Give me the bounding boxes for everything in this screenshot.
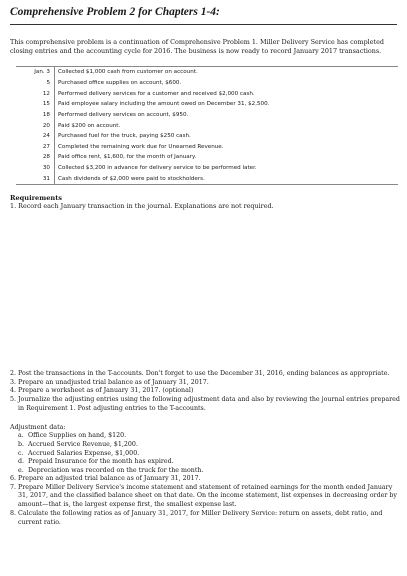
page-title: Comprehensive Problem 2 for Chapters 1-4:: [10, 6, 220, 18]
item-text: Prepare Miller Delivery Service's income statement and statement of retained earnings for the month ended January 31, 2017, and the classified balance sheet on that date. On the income statement, list expenses in decreasing order by amount—that is, the largest expense first, the smallest expense last.: [18, 483, 397, 509]
item-number: 6.: [10, 475, 17, 482]
transaction-description: Purchased fuel for the truck, paying $250 cash.: [58, 133, 191, 140]
table-row: [16, 173, 398, 184]
requirements-heading: Requirements: [10, 194, 62, 202]
adjustment-list: [18, 432, 203, 476]
transaction-date: 20: [42, 122, 50, 129]
table-row: [16, 152, 398, 163]
transaction-description: Cash dividends of $2,000 were paid to stockholders.: [58, 175, 205, 182]
transaction-date: 28: [42, 154, 50, 161]
requirements-2-5: [10, 370, 400, 414]
table-divider: [54, 67, 55, 184]
table-row: [16, 110, 398, 121]
adjustment-letter: c.: [18, 449, 24, 457]
transaction-description: Paid office rent, $1,600, for the month of January.: [58, 154, 197, 161]
table-row: [16, 163, 398, 174]
requirement-item: [10, 510, 400, 527]
title-divider: [10, 24, 397, 25]
adjustment-item: [18, 441, 203, 450]
item-number: 8.: [10, 509, 17, 517]
table-row: [16, 141, 398, 152]
adjustment-text: Depreciation was recorded on the truck for the month.: [28, 467, 204, 475]
transactions-table: [16, 66, 398, 185]
table-row: [16, 131, 398, 142]
item-text: Prepare a worksheet as of January 31, 2017. (optional): [18, 387, 194, 395]
transaction-date: 24: [42, 133, 50, 140]
item-number: 5.: [10, 396, 17, 404]
transaction-description: Performed delivery services on account, $950.: [58, 111, 189, 118]
table-row: [16, 67, 398, 78]
transaction-date: 27: [42, 143, 50, 150]
table-row: [16, 99, 398, 110]
adjustment-letter: a.: [18, 432, 24, 439]
transaction-description: Performed delivery services for a customer and received $2,000 cash.: [58, 90, 255, 97]
adjustment-item: [18, 450, 203, 459]
requirements-6-8: [10, 475, 400, 527]
adjustment-heading: Adjustment data:: [10, 423, 66, 431]
transaction-date: Jan. 3: [34, 69, 50, 76]
item-text: Post the transactions in the T-accounts. Don't forget to use the December 31, 2016, ending balances as appropriate.: [18, 370, 390, 377]
transaction-date: 12: [42, 90, 50, 97]
adjustment-text: Prepaid Insurance for the month has expired.: [28, 458, 174, 466]
table-row: [16, 78, 398, 89]
requirement-item: [10, 370, 400, 379]
adjustment-letter: e.: [18, 467, 24, 475]
transaction-description: Completed the remaining work due for Unearned Revenue.: [58, 143, 224, 150]
transaction-date: 5: [46, 79, 50, 86]
transaction-date: 30: [42, 165, 50, 172]
item-text: Prepare an unadjusted trial balance as of January 31, 2017.: [18, 378, 209, 386]
table-row: [16, 120, 398, 131]
item-text: Calculate the following ratios as of January 31, 2017, for Miller Delivery Service: return on assets, debt ratio, and current ratio.: [18, 509, 383, 526]
item-number: 3.: [10, 378, 17, 386]
adjustment-text: Accrued Salaries Expense, $1,000.: [28, 449, 140, 457]
transaction-date: 15: [42, 101, 50, 108]
requirement-1: 1. Record each January transaction in the journal. Explanations are not required.: [10, 202, 274, 210]
item-number: 7.: [10, 483, 17, 491]
requirement-item: [10, 396, 400, 413]
transaction-description: Paid employee salary including the amount owed on December 31, $2,500.: [58, 101, 270, 108]
item-number: 2.: [10, 370, 17, 377]
intro-paragraph: This comprehensive problem is a continuation of Comprehensive Problem 1. Miller Delivery Service has completed closing entries and the accounting cycle for 2016. The business is now ready to record January 2017 transactions.: [10, 38, 384, 55]
requirement-item: [10, 475, 400, 484]
transaction-description: Paid $200 on account.: [58, 122, 121, 129]
adjustment-text: Office Supplies on hand, $120.: [28, 432, 127, 439]
transaction-description: Collected $1,000 cash from customer on account.: [58, 69, 198, 76]
requirement-item: [10, 387, 400, 396]
transaction-description: Collected $3,200 in advance for delivery service to be performed later.: [58, 165, 257, 172]
requirement-item: [10, 484, 400, 510]
adjustment-letter: d.: [18, 458, 25, 466]
adjustment-text: Accrued Service Revenue, $1,200.: [28, 440, 138, 448]
transaction-date: 18: [42, 111, 50, 118]
transaction-date: 31: [42, 175, 50, 182]
requirement-item: [10, 379, 400, 388]
table-row: [16, 88, 398, 99]
transaction-description: Purchased office supplies on account, $600.: [58, 79, 182, 86]
item-number: 4.: [10, 387, 17, 395]
adjustment-letter: b.: [18, 440, 25, 448]
adjustment-item: [18, 432, 203, 441]
adjustment-item: [18, 458, 203, 467]
item-text: Journalize the adjusting entries using the following adjustment data and also by reviewing the journal entries prepared in Requirement 1. Post adjusting entries to the T-accounts.: [18, 396, 400, 412]
item-text: Prepare an adjusted trial balance as of January 31, 2017.: [18, 475, 201, 482]
